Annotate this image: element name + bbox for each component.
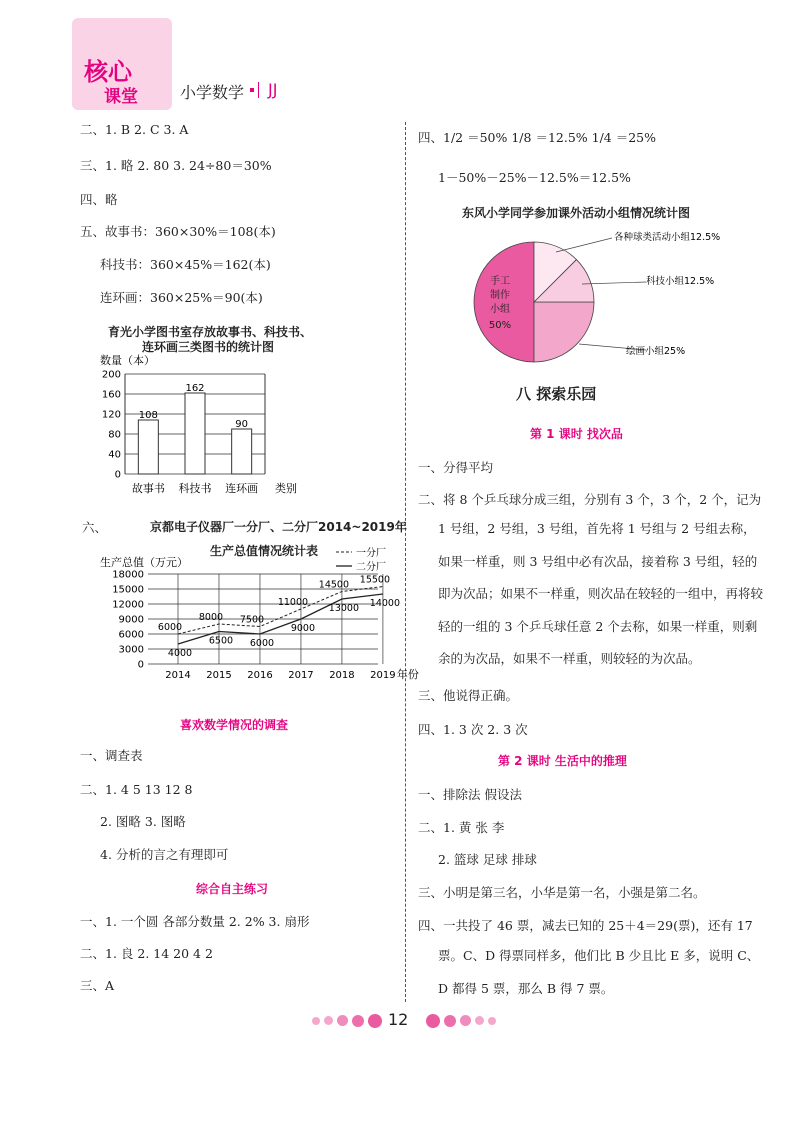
- pie-slice: [534, 302, 594, 362]
- x-tick-label: 2017: [288, 670, 314, 681]
- header-separator: [258, 82, 259, 98]
- data-label: 15500: [359, 574, 391, 586]
- answer-line: 一、调查表: [80, 748, 143, 763]
- pie-chart-title: 东风小学同学参加课外活动小组情况统计图: [462, 206, 691, 220]
- data-label: 14500: [318, 579, 350, 591]
- x-tick-label: 故事书: [131, 482, 165, 495]
- subject-title: 小学数学: [180, 83, 245, 102]
- y-tick-label: 0: [137, 659, 144, 671]
- y-tick-label: 120: [101, 409, 121, 421]
- answer-line: 2. 篮球 足球 排球: [438, 852, 537, 867]
- answer-line: 五、故事书：360×30%＝108(本): [80, 224, 276, 239]
- data-label: 8000: [198, 612, 224, 623]
- pie-label: 制作: [490, 290, 510, 301]
- x-tick-label: 2015: [206, 670, 232, 681]
- data-label: 6000: [157, 622, 183, 633]
- footer-dots-left: [310, 1013, 384, 1028]
- line-chart-title-2: 生产总值情况统计表: [210, 544, 319, 558]
- answer-line: 四、一共投了 46 票，减去已知的 25＋4＝29(票)，还有 17: [418, 918, 753, 933]
- answer-line: 二、1. 4 5 13 12 8: [80, 782, 193, 797]
- data-label: 13000: [328, 603, 360, 614]
- x-tick-label: 连环画: [225, 482, 259, 495]
- line-chart: [80, 540, 419, 690]
- logo-text-bottom: 课堂: [104, 87, 138, 107]
- pie-label: 绘画小组25%: [626, 346, 686, 357]
- section-number: 六、: [82, 520, 108, 535]
- answer-line: 二、1. 良 2. 14 20 4 2: [80, 946, 213, 961]
- bar-chart-title-2: 连环画三类图书的统计图: [142, 340, 275, 354]
- pie-label: 小组: [490, 304, 510, 315]
- x-axis-label: 类别: [275, 482, 297, 495]
- bar-chart: [80, 352, 310, 502]
- answer-line: 2. 图略 3. 图略: [100, 814, 186, 829]
- answer-line: 4. 分析的言之有理即可: [100, 847, 229, 862]
- y-axis-label: 数量（本）: [100, 354, 155, 367]
- pie-slice: [474, 242, 534, 362]
- bar: [185, 393, 205, 474]
- y-tick-label: 9000: [118, 614, 144, 626]
- data-label: 7500: [239, 614, 265, 626]
- bar-value-label: 162: [185, 383, 205, 394]
- answer-paragraph: 票。C、D 得票同样多，他们比 B 少且比 E 多，说明 C、D 都得 5 票，那么 B 得 7 票。: [438, 948, 760, 996]
- leader-line: [582, 282, 646, 284]
- answer-line: 二、将 8 个乒乓球分成三组，分别有 3 个，3 个，2 个，记为: [418, 492, 762, 507]
- y-tick-label: 40: [108, 449, 121, 461]
- pie-label: 科技小组12.5%: [646, 276, 715, 287]
- answer-line: 1－50%－25%－12.5%＝12.5%: [438, 170, 631, 185]
- section-heading: 喜欢数学情况的调查: [180, 718, 289, 732]
- answer-line: 科技书：360×45%＝162(本): [100, 257, 271, 272]
- legend-label: 二分厂: [356, 562, 386, 573]
- answer-line: 四、1/2 ＝50% 1/8 ＝12.5% 1/4 ＝25%: [418, 130, 656, 145]
- data-label: 9000: [290, 623, 316, 634]
- answer-line: 一、分得平均: [418, 460, 494, 475]
- y-axis-label: 生产总值（万元）: [100, 556, 188, 569]
- y-tick-label: 0: [114, 469, 121, 481]
- y-tick-label: 12000: [112, 599, 144, 611]
- y-tick-label: 6000: [118, 629, 144, 641]
- data-label: 11000: [277, 597, 309, 608]
- bar: [138, 420, 158, 474]
- bar-value-label: 108: [138, 410, 158, 421]
- bar-value-label: 90: [235, 419, 249, 430]
- answer-line: 一、排除法 假设法: [418, 787, 522, 802]
- answer-line: 一、1. 一个圆 各部分数量 2. 2% 3. 扇形: [80, 914, 310, 929]
- x-tick-label: 科技书: [178, 482, 212, 495]
- line-chart-title-1: 京都电子仪器厂一分厂、二分厂2014~2019年: [150, 520, 407, 534]
- y-tick-label: 3000: [118, 644, 144, 656]
- x-axis-label: 年份: [396, 668, 419, 681]
- y-tick-label: 160: [101, 389, 121, 401]
- page-number: 12: [388, 1010, 409, 1029]
- edition-label: JJ: [268, 80, 278, 99]
- pie-label: 手工: [490, 276, 510, 287]
- leader-line: [556, 238, 612, 252]
- pie-label: 50%: [488, 320, 512, 331]
- x-tick-label: 2018: [329, 670, 355, 681]
- data-label: 6500: [208, 635, 234, 647]
- y-tick-label: 15000: [112, 584, 144, 596]
- logo-text-top: 核心: [84, 58, 132, 86]
- lesson-heading: 第 2 课时 生活中的推理: [498, 754, 627, 768]
- data-label: 6000: [249, 638, 275, 649]
- legend-label: 一分厂: [356, 548, 386, 559]
- answer-line: 三、小明是第三名，小华是第一名，小强是第二名。: [418, 885, 706, 900]
- answer-line: 连环画：360×25%＝90(本): [100, 290, 263, 305]
- lesson-heading: 第 1 课时 找次品: [530, 427, 623, 441]
- x-tick-label: 2014: [165, 670, 191, 681]
- chapter-heading: 八 探索乐园: [516, 385, 597, 403]
- footer-dots-right: [424, 1013, 498, 1028]
- y-tick-label: 200: [101, 369, 121, 381]
- data-label: 14000: [369, 598, 401, 609]
- section-heading: 综合自主练习: [196, 882, 269, 896]
- answer-line: 三、他说得正确。: [418, 688, 519, 703]
- header-dot: [250, 88, 254, 92]
- y-tick-label: 80: [108, 429, 121, 441]
- answer-line: 四、略: [80, 192, 118, 207]
- pie-chart: [470, 222, 721, 372]
- answer-line: 二、1. 黄 张 李: [418, 820, 505, 835]
- pie-label: 各种球类活动小组12.5%: [614, 232, 721, 243]
- bar: [232, 429, 252, 474]
- bar-chart-title-1: 育光小学图书室存放故事书、科技书、: [108, 325, 313, 339]
- data-label: 4000: [167, 648, 193, 659]
- x-tick-label: 2016: [247, 670, 273, 681]
- answer-line: 三、A: [80, 978, 115, 993]
- answer-paragraph: 1 号组，2 号组，3 号组，首先将 1 号组与 2 号组去称，如果一样重，则 3 号组中必有次品，接着称 3 号组，轻的即为次品；如果不一样重，则次品在较轻的一组中，再将较轻的一组的 3 个乒乓球任意 2 个去称，如果一样重，则剩余的为次品，如果不一样重，则较轻的为次品。: [438, 521, 764, 666]
- x-tick-label: 2019: [370, 670, 396, 681]
- answer-line: 三、1. 略 2. 80 3. 24÷80＝30%: [80, 158, 272, 173]
- answer-line: 四、1. 3 次 2. 3 次: [418, 722, 528, 737]
- y-tick-label: 18000: [112, 569, 144, 581]
- answer-line: 二、1. B 2. C 3. A: [80, 122, 189, 137]
- column-divider: [405, 122, 406, 1002]
